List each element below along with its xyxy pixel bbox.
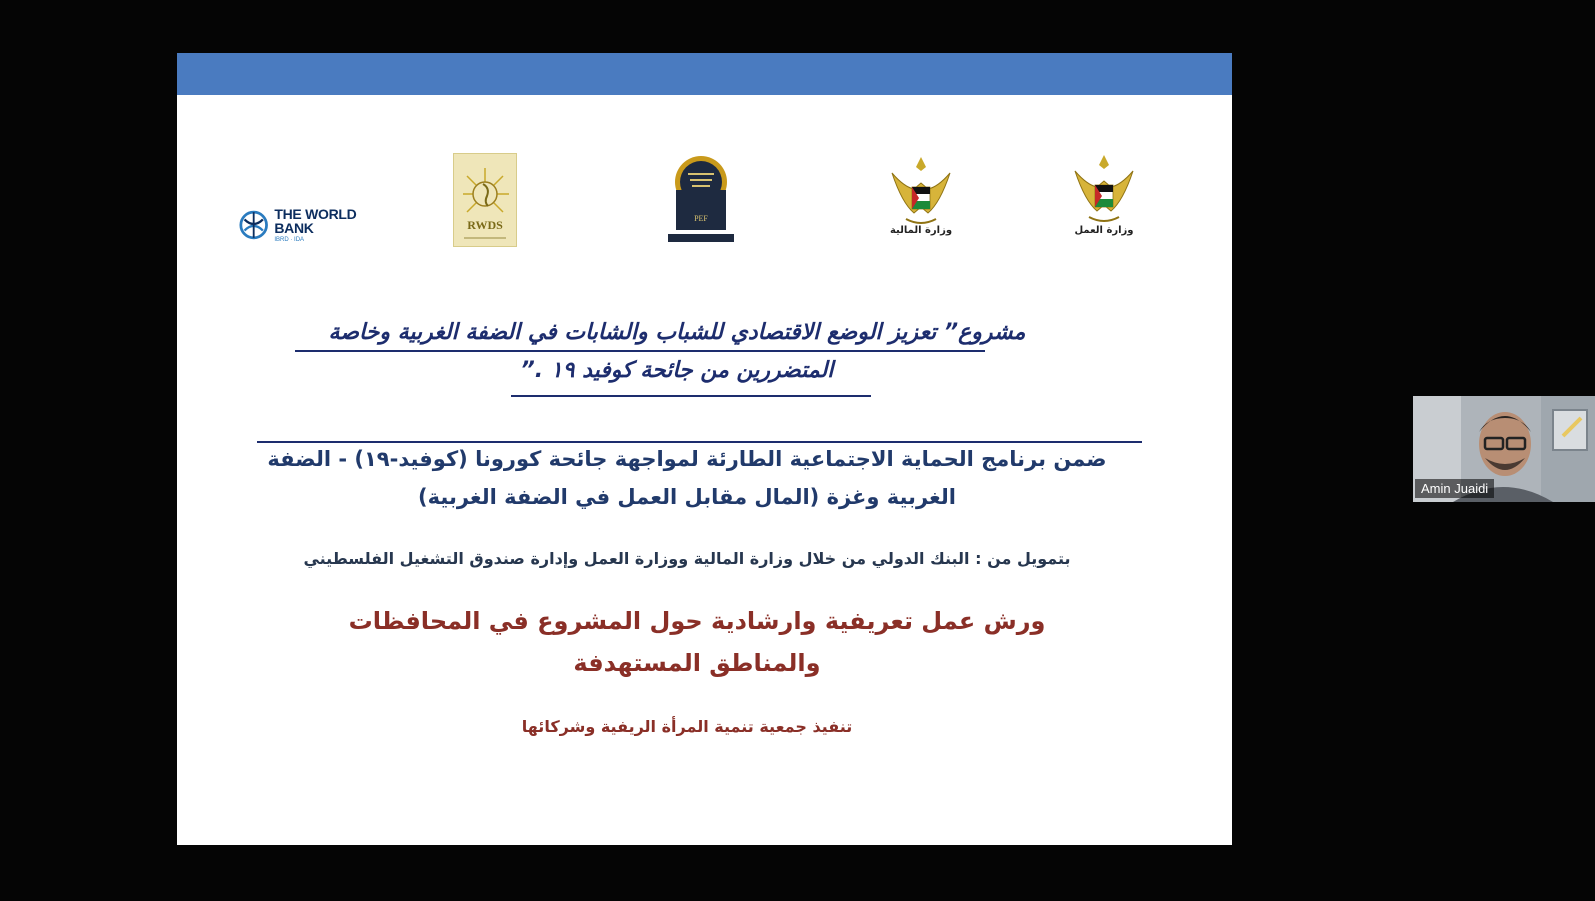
presentation-slide [177, 53, 1232, 845]
ministry-of-finance-logo [888, 153, 954, 236]
rwds-logo [453, 153, 517, 247]
title-underline-2 [511, 395, 871, 397]
rwds-label: RWDS [467, 218, 503, 232]
project-title-line-2: المتضررين من جائحة كوفيد ١٩ .” [520, 358, 834, 383]
workshop-title-line-2: والمناطق المستهدفة [573, 649, 821, 677]
pef-logo [668, 154, 734, 242]
pef-label: PEF [694, 214, 708, 223]
ministry-of-labour-logo [1071, 151, 1137, 236]
world-bank-sub: IBRD · IDA [274, 237, 305, 243]
participant-name: Amin Juaidi [1415, 479, 1494, 498]
program-line-2: الغربية وغزة (المال مقابل العمل في الضفة الغربية) [418, 485, 956, 509]
title-underline-1 [295, 350, 985, 352]
eagle-emblem-icon [1071, 151, 1137, 231]
world-bank-logo [239, 203, 389, 247]
funding-text: بتمويل من : البنك الدولي من خلال وزارة المالية ووزارة العمل وإدارة صندوق التشغيل الفلسطيني [303, 549, 1071, 568]
ministry-of-labour-label: وزارة العمل [1074, 225, 1134, 236]
world-bank-name: THE WORLD BANK [274, 206, 357, 236]
globe-icon [239, 207, 268, 243]
participant-video-tile[interactable] [1413, 396, 1595, 502]
project-title-line-1: مشروع” تعزيز الوضع الاقتصادي للشباب والشابات في الضفة الغربية وخاصة [328, 320, 1026, 345]
pef-emblem-icon [668, 154, 734, 242]
implementer-text: تنفيذ جمعية تنمية المرأة الريفية وشركائها [521, 717, 853, 736]
slide-header-bar [177, 53, 1232, 95]
workshop-title-line-1: ورش عمل تعريفية وارشادية حول المشروع في المحافظات [348, 607, 1046, 635]
ministry-of-finance-label: وزارة المالية [889, 225, 953, 236]
eagle-emblem-icon [888, 153, 954, 233]
program-line-1: ضمن برنامج الحماية الاجتماعية الطارئة لمواجهة جائحة كورونا (كوفيد-١٩) - الضفة [267, 447, 1107, 471]
